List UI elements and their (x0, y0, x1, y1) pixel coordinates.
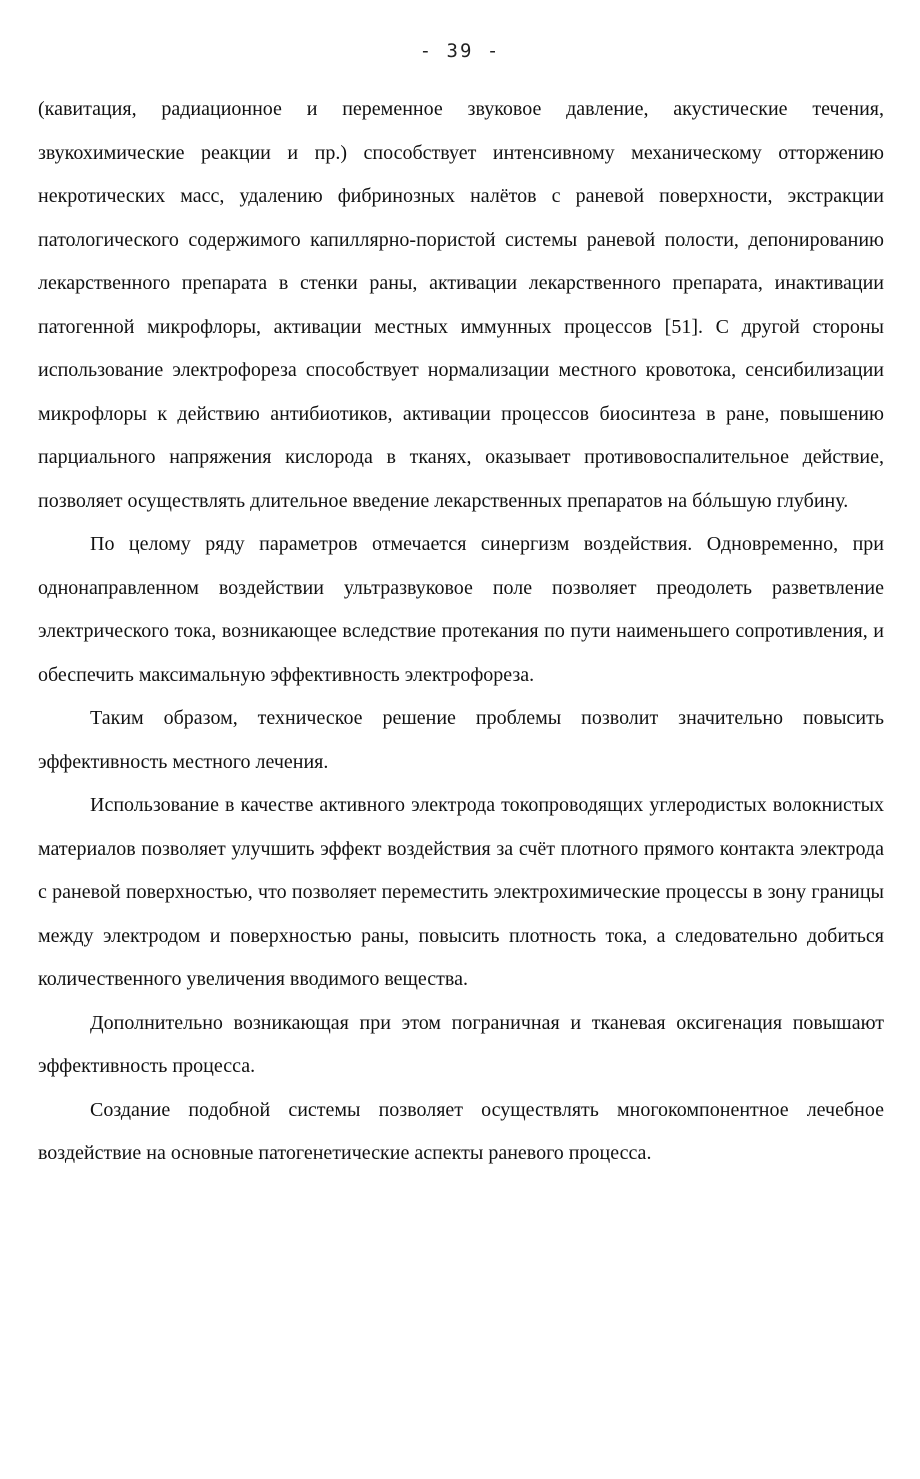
paragraph-1: (кавитация, радиационное и переменное звуковое давление, акустические течения, звукохимические реакции и пр.) способствует интенсивному механическому отторжению некротических масс, удалению фибринозных налётов с раневой поверхности, экстракции патологического содержимого капиллярно-пористой системы раневой полости, депонированию лекарственного препарата в стенки раны, активации лекарственного препарата, инактивации патогенной микрофлоры, активации местных иммунных процессов [51]. С другой стороны использование электрофореза способствует нормализации местного кровотока, сенсибилизации микрофлоры к действию антибиотиков, активации процессов биосинтеза в ране, повышению парциального напряжения кислорода в тканях, оказывает противовоспалительное действие, позволяет осуществлять длительное введение лекарственных препаратов на бóльшую глубину. (38, 98, 884, 512)
paragraph-4: Использование в качестве активного электрода токопроводящих углеродистых волокнистых материалов позволяет улучшить эффект воздействия за счёт плотного прямого контакта электрода с раневой поверхностью, что позволяет переместить электрохимические процессы в зону границы между электродом и поверхностью раны, повысить плотность тока, а следовательно добиться количественного увеличения вводимого вещества. (38, 794, 884, 990)
paragraph-3: Таким образом, техническое решение проблемы позволит значительно повысить эффективность местного лечения. (38, 707, 884, 773)
paragraph-6: Создание подобной системы позволяет осуществлять многокомпонентное лечебное воздействие на основные патогенетические аспекты раневого процесса. (38, 1098, 884, 1164)
page-number: - 39 - (419, 40, 501, 62)
paragraph-5: Дополнительно возникающая при этом пограничная и тканевая оксигенация повышают эффективность процесса. (38, 1011, 884, 1077)
body-text (38, 88, 884, 1176)
paragraph-2: По целому ряду параметров отмечается синергизм воздействия. Одновременно, при однонаправленном воздействии ультразвуковое поле позволяет преодолеть разветвление электрического тока, возникающее вследствие протекания по пути наименьшего сопротивления, и обеспечить максимальную эффективность электрофореза. (38, 533, 884, 686)
